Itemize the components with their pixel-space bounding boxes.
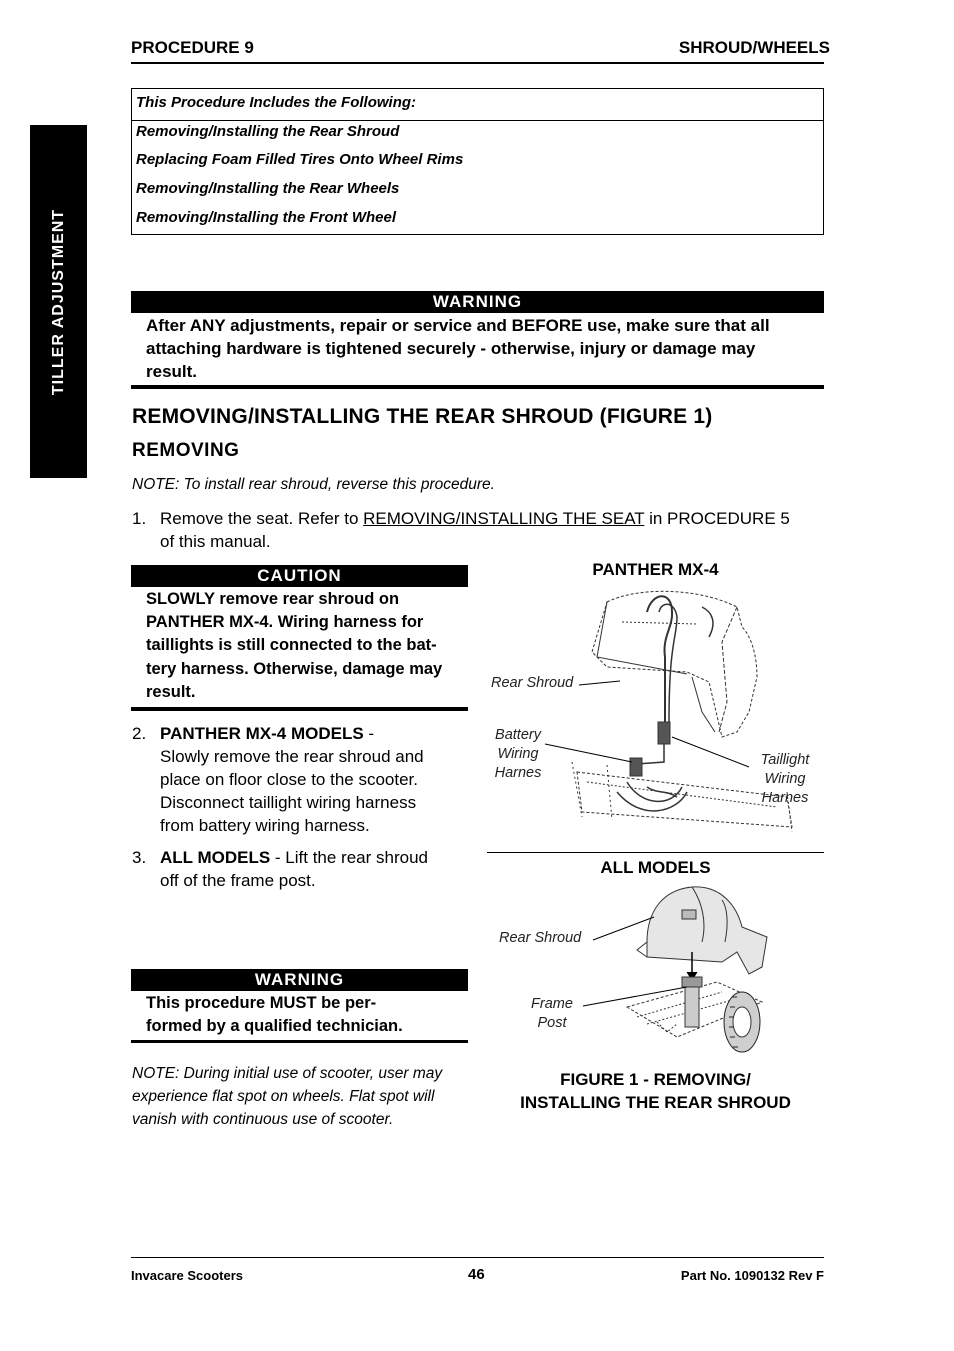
- label-line: Battery: [495, 727, 541, 743]
- includes-title: This Procedure Includes the Following:: [136, 94, 417, 111]
- figure-top-title: PANTHER MX-4: [592, 560, 719, 579]
- caption-line: FIGURE 1 - REMOVING/: [560, 1070, 751, 1089]
- includes-item: Removing/Installing the Front Wheel: [136, 209, 397, 226]
- step-3-bold: ALL MODELS: [160, 848, 271, 867]
- page-number: 46: [468, 1266, 485, 1283]
- caution-line: taillights is still connected to the bat-: [146, 636, 437, 655]
- caution-bottom-rule: [131, 707, 468, 711]
- step-1-text: [160, 507, 830, 553]
- side-tab: [30, 125, 87, 478]
- label-rear-shroud-top: Rear Shroud: [491, 675, 574, 691]
- step-2-line: -: [363, 724, 375, 743]
- step-number: 2.: [132, 724, 147, 743]
- warning-banner-2: WARNING: [131, 969, 468, 991]
- step-2-line: from battery wiring harness.: [160, 816, 370, 835]
- label-line: Wiring: [497, 746, 539, 762]
- warning-bottom-rule: [131, 385, 824, 389]
- figure-bottom-title: ALL MODELS: [600, 858, 711, 877]
- includes-item: Removing/Installing the Rear Wheels: [136, 180, 400, 197]
- includes-divider: [132, 120, 823, 121]
- caution-banner: CAUTION: [131, 565, 468, 587]
- step-2-line: place on floor close to the scooter.: [160, 770, 418, 789]
- step-3-line: off of the frame post.: [160, 871, 316, 890]
- step-1-line: [160, 507, 830, 530]
- warning-banner: WARNING: [131, 291, 824, 313]
- step-2-bold: PANTHER MX-4 MODELS: [160, 724, 364, 743]
- step-1-text-a: Remove the seat. Refer to: [160, 509, 364, 528]
- includes-item: Replacing Foam Filled Tires Onto Wheel Rims: [136, 151, 464, 168]
- step-2-line: Disconnect taillight wiring harness: [160, 793, 417, 812]
- step-3-text: [160, 846, 470, 892]
- procedure-number: PROCEDURE 9: [131, 38, 254, 57]
- label-battery-harness: [489, 726, 547, 783]
- section-name: SHROUD/WHEELS: [678, 38, 830, 57]
- label-line: Harnes: [494, 765, 542, 781]
- includes-item: Removing/Installing the Rear Shroud: [136, 123, 400, 140]
- step-1-text-b: in PROCEDURE 5: [644, 509, 790, 528]
- step-number: 3.: [132, 848, 147, 867]
- flat-spot-note: [132, 1062, 442, 1131]
- caution-line: SLOWLY remove rear shroud on: [146, 590, 400, 608]
- procedure-includes-box: [131, 88, 824, 235]
- note-line: vanish with continuous use of scooter.: [132, 1111, 394, 1128]
- label-line: Wiring: [764, 771, 806, 787]
- label-line: Frame: [531, 996, 573, 1012]
- caution-line: result.: [146, 682, 196, 701]
- note-line: experience flat spot on wheels. Flat spot will: [132, 1088, 435, 1105]
- step-1-line-2: of this manual.: [160, 532, 271, 551]
- footer-part-number: Part No. 1090132 Rev F: [680, 1268, 824, 1283]
- step-2-line: Slowly remove the rear shroud and: [160, 747, 424, 766]
- label-line: Taillight: [760, 752, 810, 768]
- side-tab-label: TILLER ADJUSTMENT: [49, 208, 67, 395]
- label-line: Post: [537, 1015, 567, 1031]
- label-taillight-harness: [755, 751, 815, 808]
- warning-2-text: [146, 992, 466, 1038]
- figure-divider: [487, 852, 824, 853]
- step-number: 1.: [132, 509, 147, 528]
- step-2-text: [160, 722, 470, 837]
- section-title: REMOVING/INSTALLING THE REAR SHROUD (FIGURE 1): [132, 405, 713, 428]
- note-line: NOTE: During initial use of scooter, user may: [132, 1065, 443, 1082]
- warning-2-line: formed by a qualified technician.: [146, 1017, 403, 1035]
- warning-2-line: This procedure MUST be per-: [146, 994, 377, 1012]
- figure-caption: [487, 1068, 824, 1114]
- footer-publisher: Invacare Scooters: [131, 1268, 244, 1283]
- label-frame-post: [526, 995, 578, 1033]
- caution-text: [146, 588, 466, 704]
- header-rule: [131, 62, 824, 64]
- label-rear-shroud-bottom: Rear Shroud: [499, 930, 582, 946]
- warning-2-bottom-rule: [131, 1040, 468, 1043]
- install-note: NOTE: To install rear shroud, reverse this procedure.: [132, 476, 495, 493]
- caption-line: INSTALLING THE REAR SHROUD: [520, 1093, 791, 1112]
- label-line: Harnes: [761, 790, 809, 806]
- caution-line: PANTHER MX-4. Wiring harness for: [146, 613, 424, 632]
- step-3-line: - Lift the rear shroud: [270, 848, 428, 867]
- warning-text: After ANY adjustments, repair or service and BEFORE use, make sure that all attaching hardware is tightened securely - otherwise, injury or damage may result.: [146, 316, 770, 381]
- footer-rule: [131, 1257, 824, 1258]
- subsection-title: REMOVING: [132, 440, 240, 461]
- caution-line: tery harness. Otherwise, damage may: [146, 659, 443, 678]
- seat-procedure-link[interactable]: REMOVING/INSTALLING THE SEAT: [363, 509, 645, 528]
